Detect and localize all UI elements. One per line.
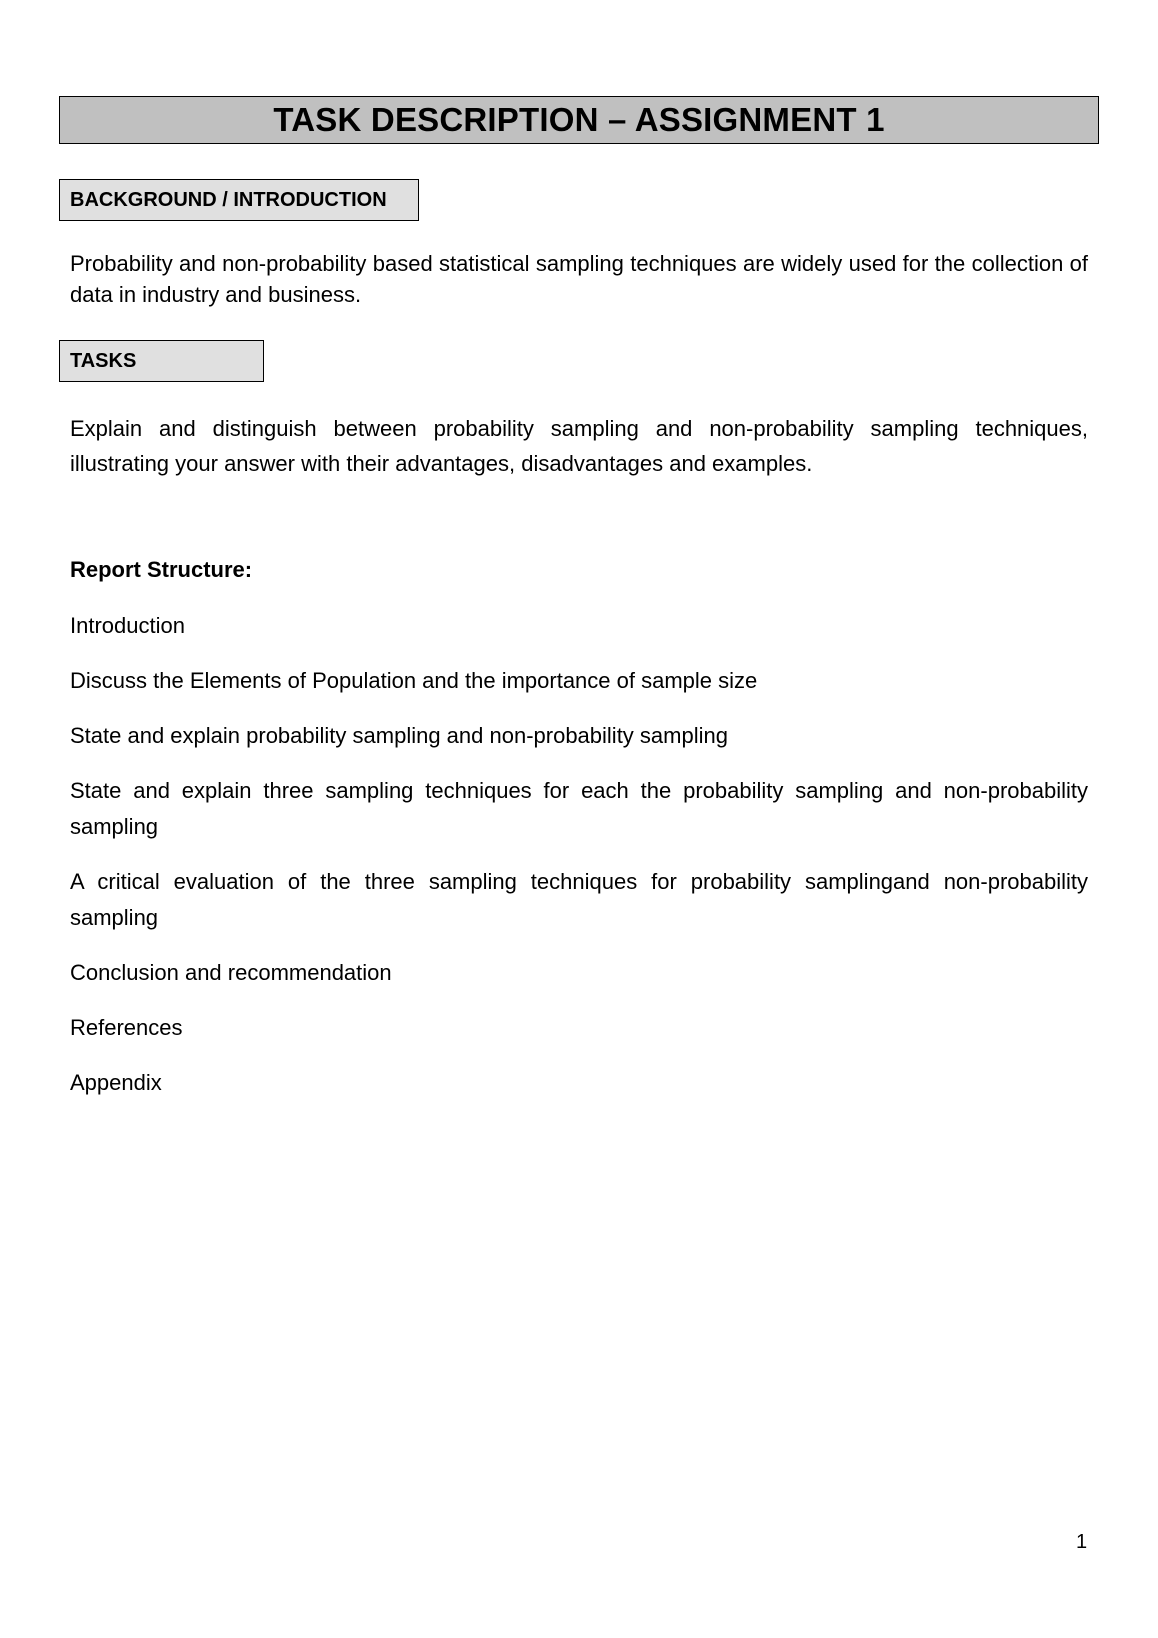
report-item: Introduction <box>70 613 185 638</box>
report-item: Conclusion and recommendation <box>70 960 392 985</box>
page-number: 1 <box>1076 1531 1088 1553</box>
background-paragraph: Probability and non-probability based statistical sampling techniques are widely used for the collection of data in industry and business. <box>70 251 1088 307</box>
report-item: State and explain probability sampling and non-probability sampling <box>70 723 728 748</box>
report-item: State and explain three sampling techniques for each the probability sampling and non-probability sampling <box>70 778 1088 839</box>
report-item: Discuss the Elements of Population and the importance of sample size <box>70 668 758 693</box>
tasks-paragraph: Explain and distinguish between probability sampling and non-probability sampling techniques, illustrating your answer with their advantages, disadvantages and examples. <box>70 416 1088 476</box>
report-structure-list <box>70 608 1088 1120</box>
tasks-heading: TASKS <box>59 340 264 382</box>
report-item: References <box>70 1015 183 1040</box>
report-structure-title: Report Structure: <box>70 557 253 582</box>
background-heading: BACKGROUND / INTRODUCTION <box>59 179 419 221</box>
report-item: Appendix <box>70 1070 162 1095</box>
report-item: A critical evaluation of the three sampling techniques for probability samplingand non-probability sampling <box>70 869 1088 930</box>
document-title: TASK DESCRIPTION – ASSIGNMENT 1 <box>59 96 1099 144</box>
